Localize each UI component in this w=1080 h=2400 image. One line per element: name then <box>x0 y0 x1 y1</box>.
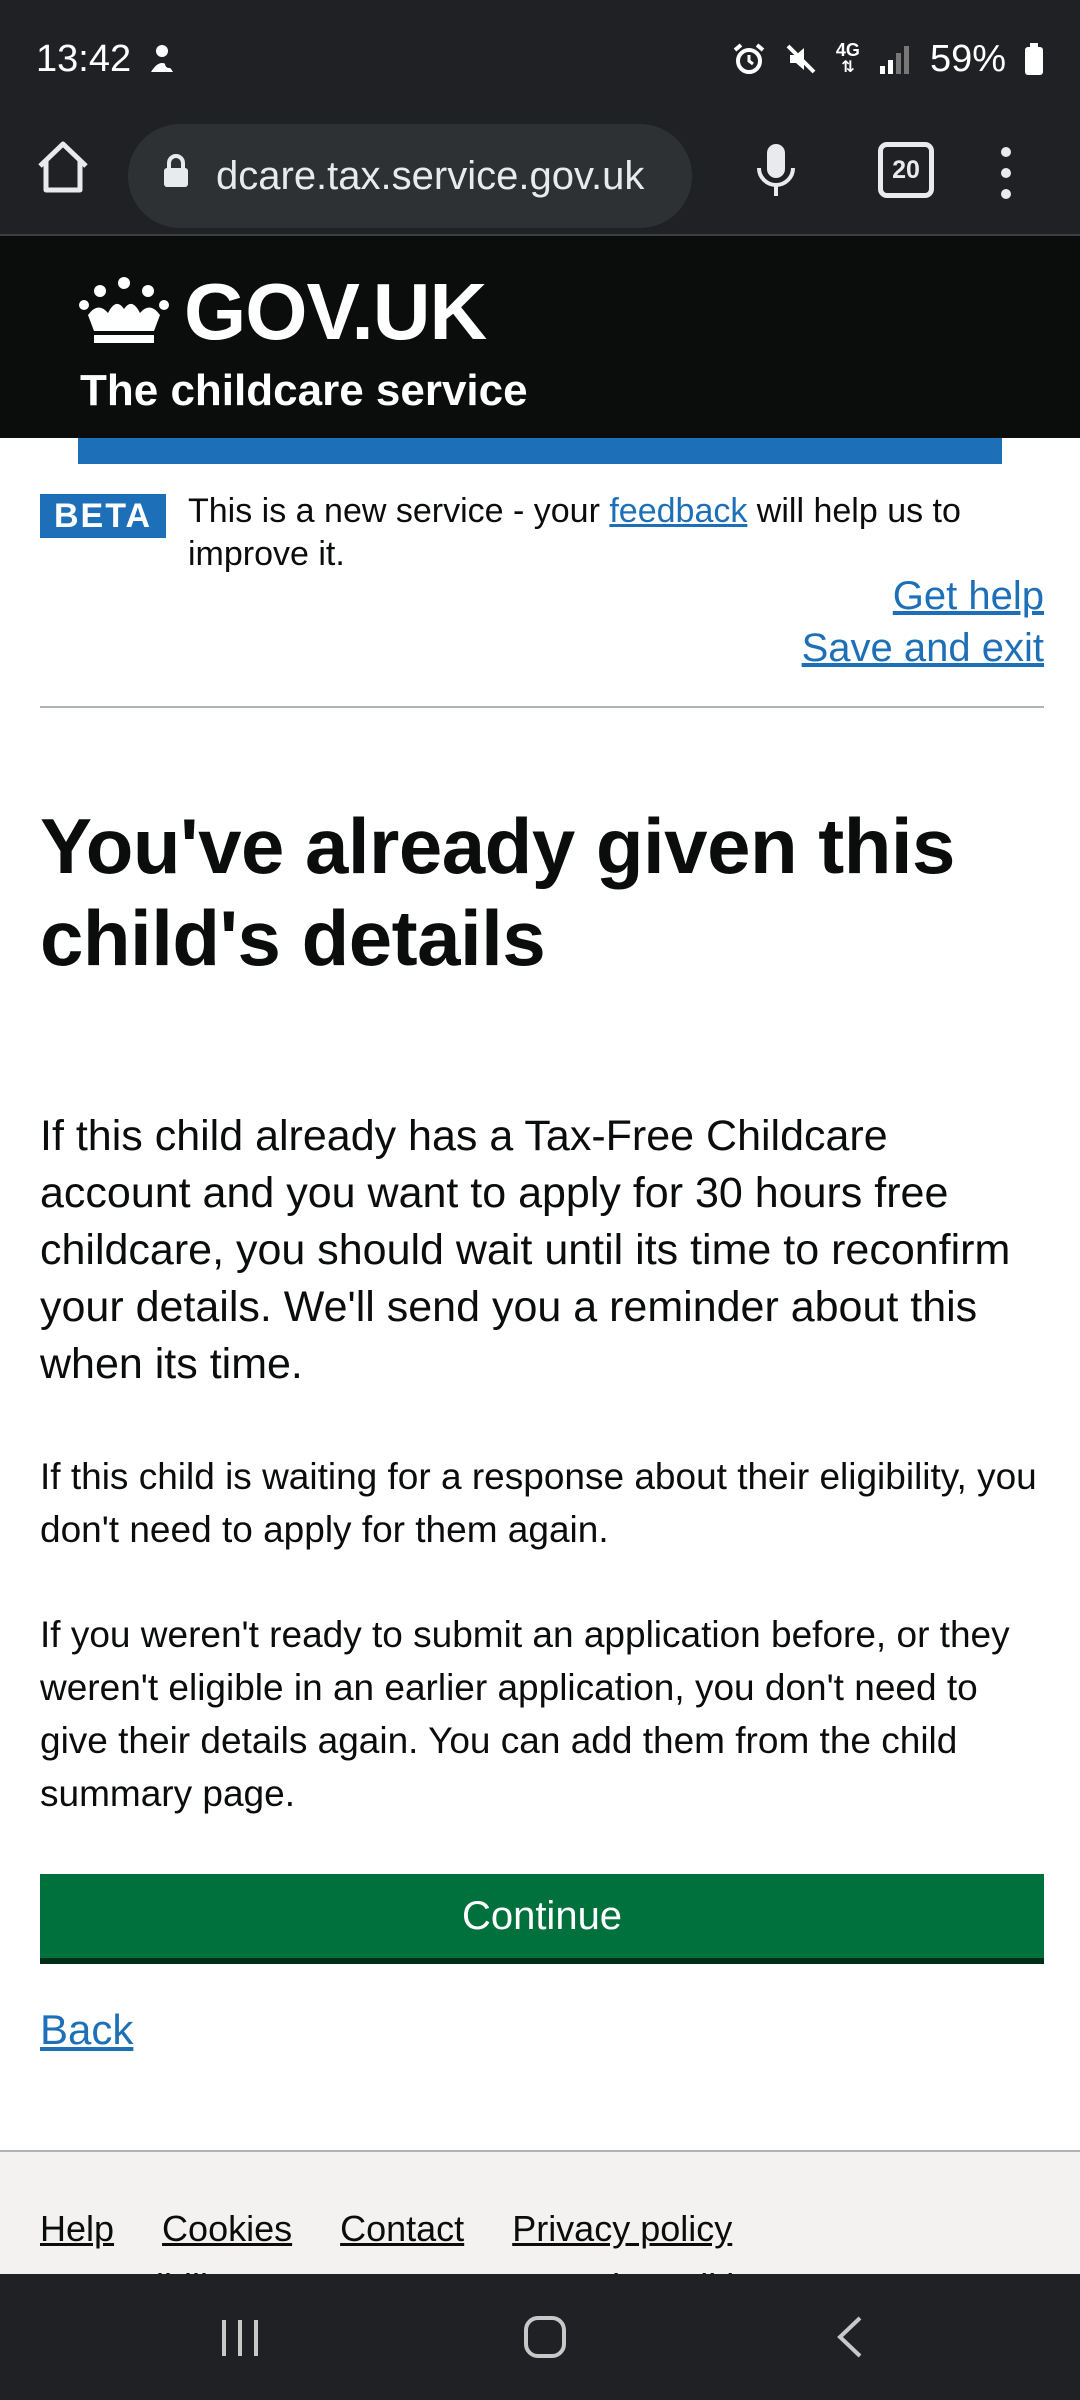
phase-banner-text <box>188 490 1008 576</box>
crown-icon[interactable] <box>78 275 170 350</box>
feedback-link[interactable]: feedback <box>609 492 748 530</box>
footer-link-contact[interactable]: Contact <box>340 2208 465 2249</box>
status-time: 13:42 <box>36 37 132 80</box>
alarm-icon <box>732 42 766 76</box>
status-bar <box>0 0 1080 118</box>
footer-link-help[interactable]: Help <box>40 2208 115 2249</box>
govuk-header <box>0 236 1080 438</box>
banner-text-after: will help us to improve it. <box>188 492 961 573</box>
status-left <box>36 38 177 81</box>
data-arrows-icon: ⇅ <box>841 59 855 76</box>
header-blue-bar <box>78 438 1002 464</box>
lead-paragraph: If this child already has a Tax-Free Childcare account and you want to apply for 30 hours free childcare, you should wait until its time to reconfirm your details. We'll send you a reminder about this when its time. <box>40 1112 1011 1388</box>
govuk-logo[interactable] <box>78 266 486 358</box>
url-text[interactable]: dcare.tax.service.gov.uk <box>216 153 645 198</box>
home-nav-icon[interactable] <box>522 2314 568 2365</box>
address-bar[interactable] <box>128 124 692 228</box>
section-divider <box>40 706 1044 708</box>
continue-button[interactable]: Continue <box>40 1874 1044 1964</box>
tab-switcher-button[interactable]: 20 <box>878 142 934 198</box>
browser-toolbar <box>0 118 1080 236</box>
signal-icon <box>878 42 912 76</box>
footer <box>0 2150 1080 2276</box>
microphone-icon[interactable] <box>752 138 800 204</box>
footer-link-cookies[interactable]: Cookies <box>162 2208 293 2249</box>
network-type-label: 4G <box>835 40 860 60</box>
get-help-link[interactable]: Get help <box>892 574 1044 618</box>
more-menu-icon[interactable] <box>996 138 1016 208</box>
child-summary-paragraph: If you weren't ready to submit an application before, or they weren't eligible in an earlier application, you don't need to give their details again. You can add them from the child summary page. <box>40 1614 1010 1814</box>
notification-icon <box>147 42 177 76</box>
back-link[interactable]: Back <box>40 2006 134 2053</box>
back-nav-icon[interactable] <box>830 2314 870 2365</box>
save-and-exit-link[interactable]: Save and exit <box>801 626 1044 670</box>
battery-icon <box>1024 42 1044 76</box>
beta-tag: BETA <box>40 494 166 538</box>
lock-icon[interactable] <box>162 153 190 199</box>
battery-percent: 59% <box>929 37 1006 80</box>
banner-text-before: This is a new service - your <box>188 492 610 530</box>
status-right <box>732 38 1044 81</box>
network-type-icon <box>836 41 860 77</box>
recent-apps-icon[interactable] <box>218 2316 262 2365</box>
home-icon[interactable] <box>30 134 96 200</box>
page-title: You've already given this child's details <box>40 802 955 982</box>
footer-links <box>40 2208 732 2250</box>
eligibility-paragraph: If this child is waiting for a response about their eligibility, you don't need to apply for them again. <box>40 1456 1037 1550</box>
govuk-logo-text[interactable]: GOV.UK <box>184 267 487 356</box>
mute-icon <box>784 42 818 76</box>
service-name[interactable]: The childcare service <box>80 366 528 415</box>
footer-link-privacy[interactable]: Privacy policy <box>512 2208 733 2249</box>
system-nav-bar <box>0 2274 1080 2400</box>
